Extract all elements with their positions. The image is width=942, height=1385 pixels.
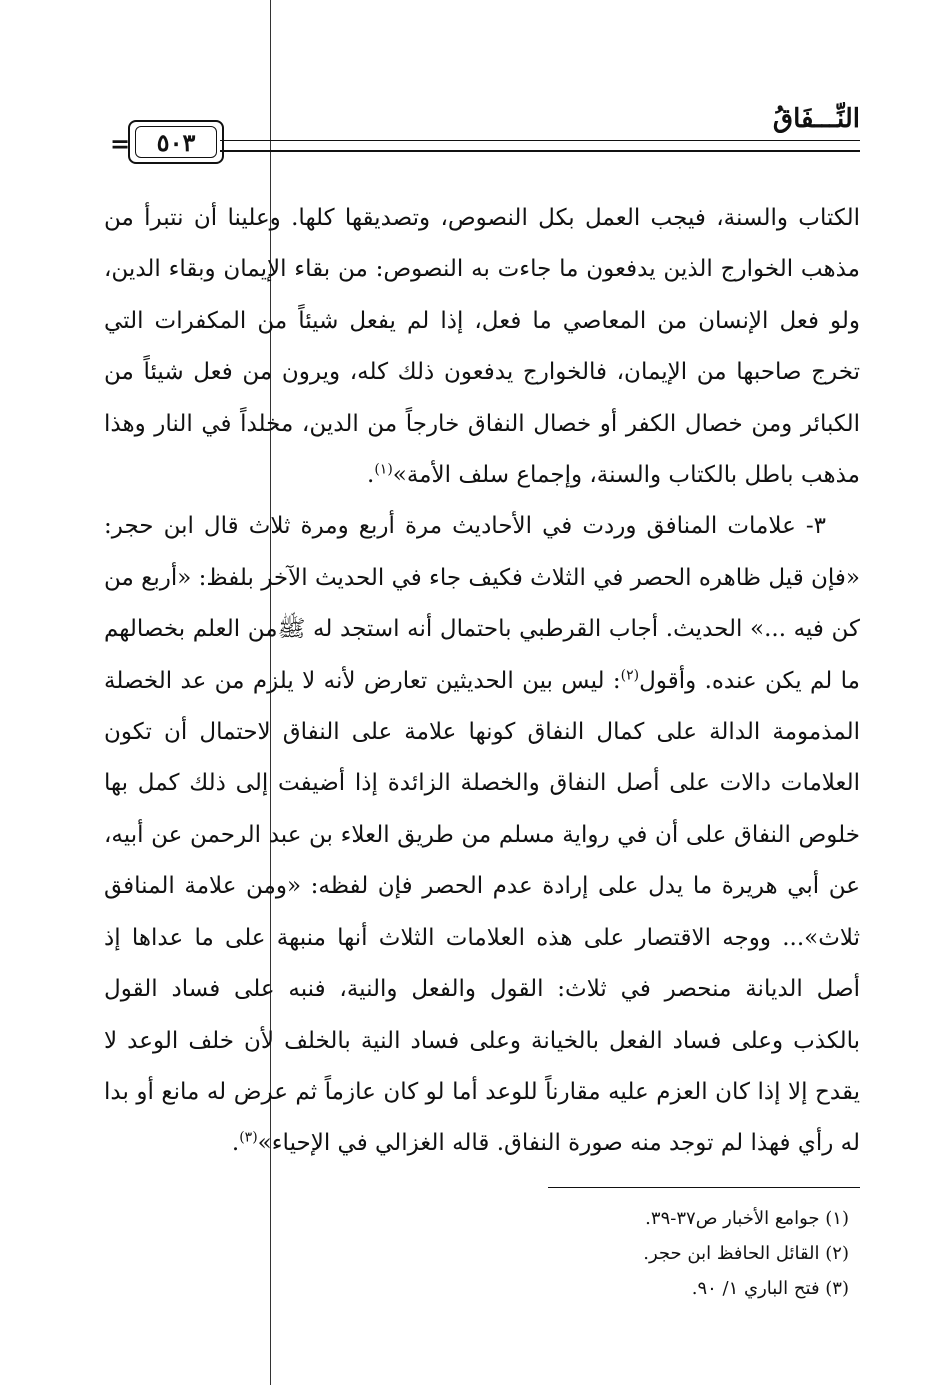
paragraph-1 xyxy=(104,193,860,501)
footnote-ref-2: (٢) xyxy=(620,667,640,683)
paragraph-2 xyxy=(104,501,860,1169)
paragraph-2-text-b: : ليس بين الحديثين تعارض لأنه لا يلزم من عد الخصلة المذمومة الدالة على كمال النفاق كونها علامة على النفاق لاحتمال أن تكون العلامات دالات على أصل النفاق والخصلة الزائدة إذا أضيفت إلى ذلك كمل بها خلوص النفاق على أن في رواية مسلم من طريق العلاء بن عبد الرحمن عن أبيه، عن أبي هريرة ما يدل على إرادة عدم الحصر فإن لفظه: «ومن علامة المنافق ثلاث»... ووجه الاقتصار على هذه العلامات الثلاث أنها منبهة على ما عداها إذ أصل الديانة منحصر في ثلاث: القول والفعل والنية، فنبه على فساد القول بالكذب وعلى فساد الفعل بالخيانة وعلى فساد النية بالخلف لأن خلف الوعد لا يقدح إلا إذا كان العزم عليه مقارناً للوعد أما لو كان عازماً ثم عرض له مانع أو بدا له رأي فهذا لم توجد منه صورة النفاق. قاله الغزالي في الإحياء» xyxy=(104,667,860,1157)
paragraph-2-text-a: ٣- علامات المنافق وردت في الأحاديث مرة أربع ومرة ثلاث قال ابن حجر: «فإن قيل ظاهره الحصر في الثلاث فكيف جاء في الحديث الآخر بلفظ: «أربع من كن فيه ...» الحديث. أجاب القرطبي باحتمال أنه استجد له ﷺمن العلم بخصالهم ما لم يكن عنده. وأقول xyxy=(104,513,860,694)
page-number-frame xyxy=(128,120,224,164)
paragraph-2-end: . xyxy=(231,1130,240,1157)
footnote-ref-3: (٣) xyxy=(239,1129,258,1146)
header-rule-thick xyxy=(220,150,860,152)
footnote-2: (٢) القائل الحافظ ابن حجر. xyxy=(643,1243,849,1264)
running-title: النِّـــفَاقُ xyxy=(772,104,860,134)
footnote-3: (٣) فتح الباري ١/ ٩٠. xyxy=(691,1278,849,1299)
footnote-ref-1: (١) xyxy=(374,461,393,478)
footnote-separator xyxy=(548,1187,860,1188)
paragraph-1-end: . xyxy=(367,462,375,489)
page-header xyxy=(110,104,860,170)
page-number: ٥٠٣ xyxy=(135,126,217,158)
header-ornament: = xyxy=(110,130,131,158)
footnote-1: (١) جوامع الأخبار ص٣٧-٣٩. xyxy=(645,1208,849,1229)
main-text xyxy=(104,193,860,1170)
header-rule-thin xyxy=(220,140,860,141)
paragraph-1-text: الكتاب والسنة، فيجب العمل بكل النصوص، وتصديقها كلها. وعلينا أن نتبرأ من مذهب الخوارج الذين يدفعون ما جاءت به النصوص: من بقاء الإيمان وبقاء الدين، ولو فعل الإنسان من المعاصي ما فعل، إذا لم يفعل شيئاً من المكفرات التي تخرج صاحبها من الإيمان، فالخوارج يدفعون ذلك كله، ويرون من فعل شيئاً من الكبائر ومن خصال الكفر أو خصال النفاق خارجاً من الدين، مخلداً في النار وهذا مذهب باطل بالكتاب والسنة، وإجماع سلف الأمة» xyxy=(104,205,860,489)
footnotes xyxy=(104,1201,849,1306)
